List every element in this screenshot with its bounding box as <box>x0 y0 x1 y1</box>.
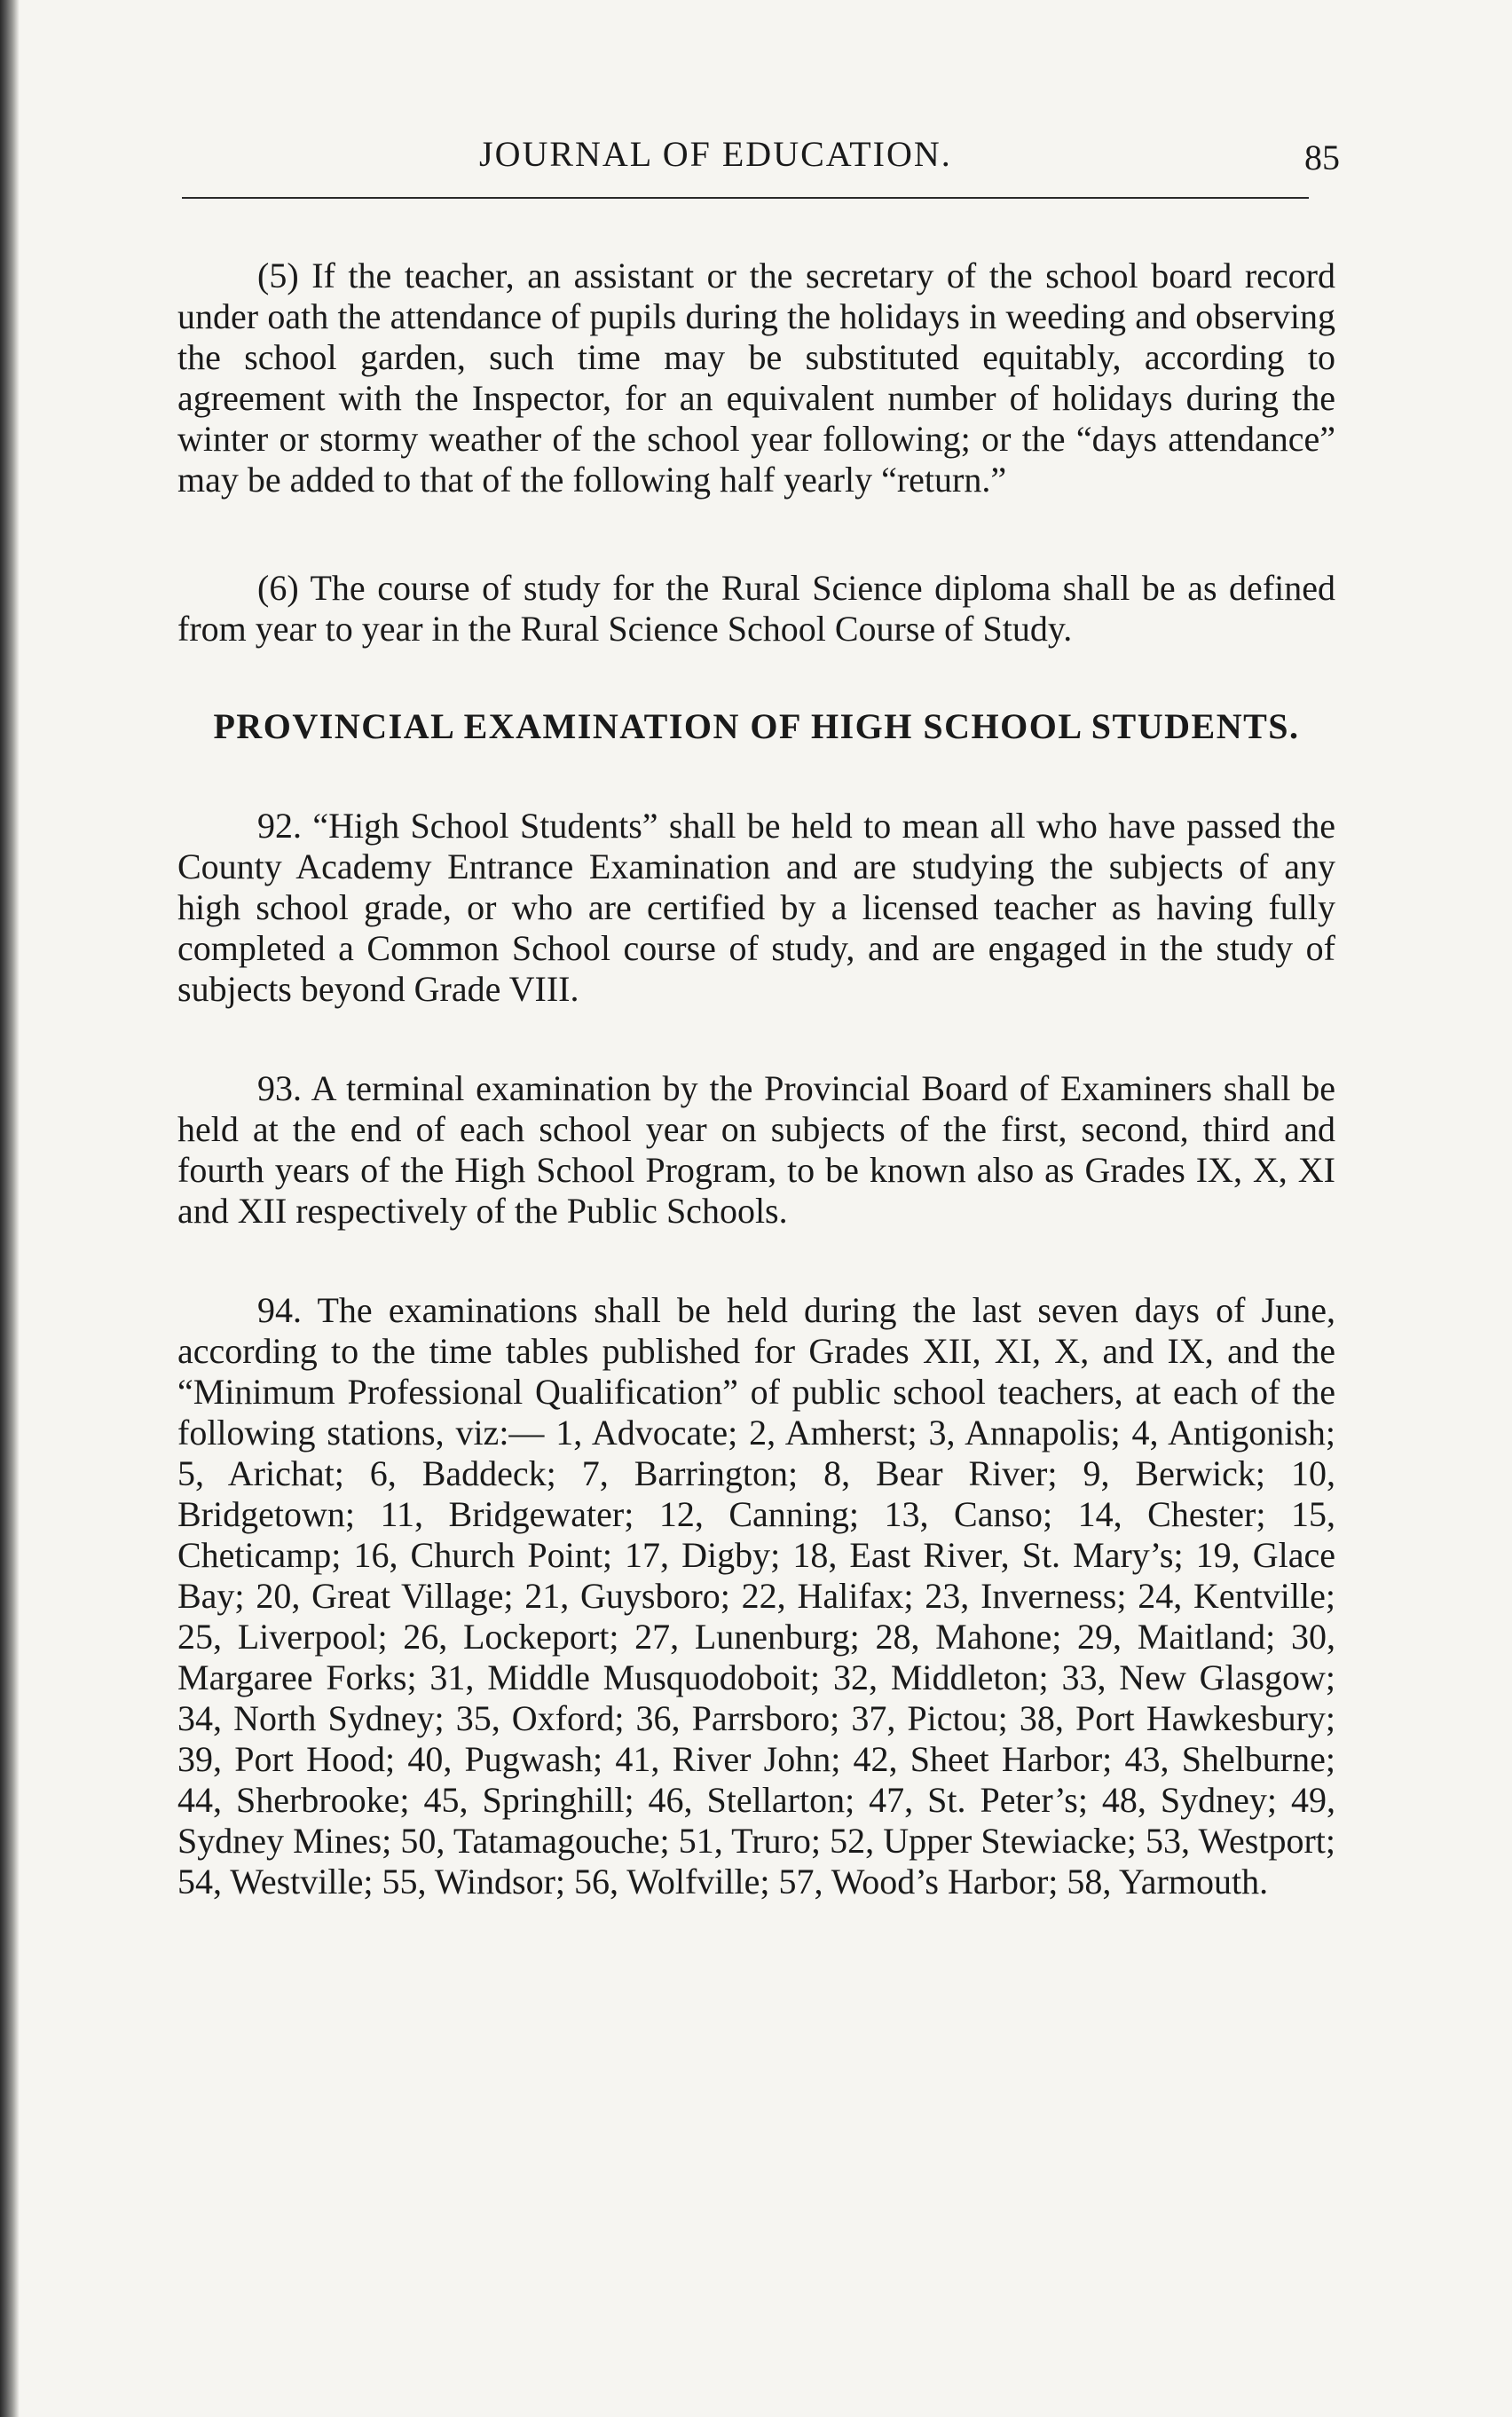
page-header <box>177 133 1340 186</box>
page-number: 85 <box>1304 138 1340 177</box>
page-body <box>177 256 1335 1902</box>
paragraph-6: (6) The course of study for the Rural Science diploma shall be as defined from year to year in the Rural Science School Course of Study. <box>177 568 1335 649</box>
page-binding-edge <box>0 0 20 2417</box>
paragraph-5: (5) If the teacher, an assistant or the secretary of the school board record under oath the attendance of pupils during the holidays in weeding and observing the school garden, such time may be substituted equitably, according to agreement with the Inspector, for an equivalent number of holidays during the winter or stormy weather of the school year following; or the “days attendance” may be added to that of the following half yearly “return.” <box>177 256 1335 500</box>
section-heading: PROVINCIAL EXAMINATION OF HIGH SCHOOL STUDENTS. <box>213 706 1300 746</box>
paragraph-92: 92. “High School Students” shall be held to mean all who have passed the County Academy Entrance Examination and are studying the subjects of any high school grade, or who are certified by a licensed teacher as having fully completed a Common School course of study, and are engaged in the study of subjects beyond Grade VIII. <box>177 806 1335 1009</box>
paragraph-93: 93. A terminal examination by the Provincial Board of Examiners shall be held at the end of each school year on subjects of the first, second, third and fourth years of the High School Program, to be known also as Grades IX, X, XI and XII respectively of the Public Schools. <box>177 1068 1335 1231</box>
running-head: JOURNAL OF EDUCATION. <box>479 134 952 174</box>
header-rule <box>182 197 1309 199</box>
paragraph-94: 94. The examinations shall be held during the last seven days of June, according to the time tables published for Grades XII, XI, X, and IX, and the “Minimum Professional Qualification” of public school teachers, at each of the following stations, viz:— 1, Advocate; 2, Amherst; 3, Annapolis; 4, Antigonish; 5, Arichat; 6, Baddeck; 7, Barrington; 8, Bear River; 9, Berwick; 10, Bridgetown; 11, Bridgewater; 12, Canning; 13, Canso; 14, Chester; 15, Cheticamp; 16, Church Point; 17, Digby; 18, East River, St. Mary’s; 19, Glace Bay; 20, Great Village; 21, Guysboro; 22, Halifax; 23, Inverness; 24, Kentville; 25, Liverpool; 26, Lockeport; 27, Lunenburg; 28, Mahone; 29, Maitland; 30, Margaree Forks; 31, Middle Musquodoboit; 32, Middleton; 33, New Glasgow; 34, North Sydney; 35, Oxford; 36, Parrsboro; 37, Pictou; 38, Port Hawkesbury; 39, Port Hood; 40, Pugwash; 41, River John; 42, Sheet Harbor; 43, Shelburne; 44, Sherbrooke; 45, Springhill; 46, Stellarton; 47, St. Peter’s; 48, Sydney; 49, Sydney Mines; 50, Tatamagouche; 51, Truro; 52, Upper Stewiacke; 53, Westport; 54, Westville; 55, Windsor; 56, Wolfville; 57, Wood’s Harbor; 58, Yarmouth. <box>177 1290 1335 1901</box>
